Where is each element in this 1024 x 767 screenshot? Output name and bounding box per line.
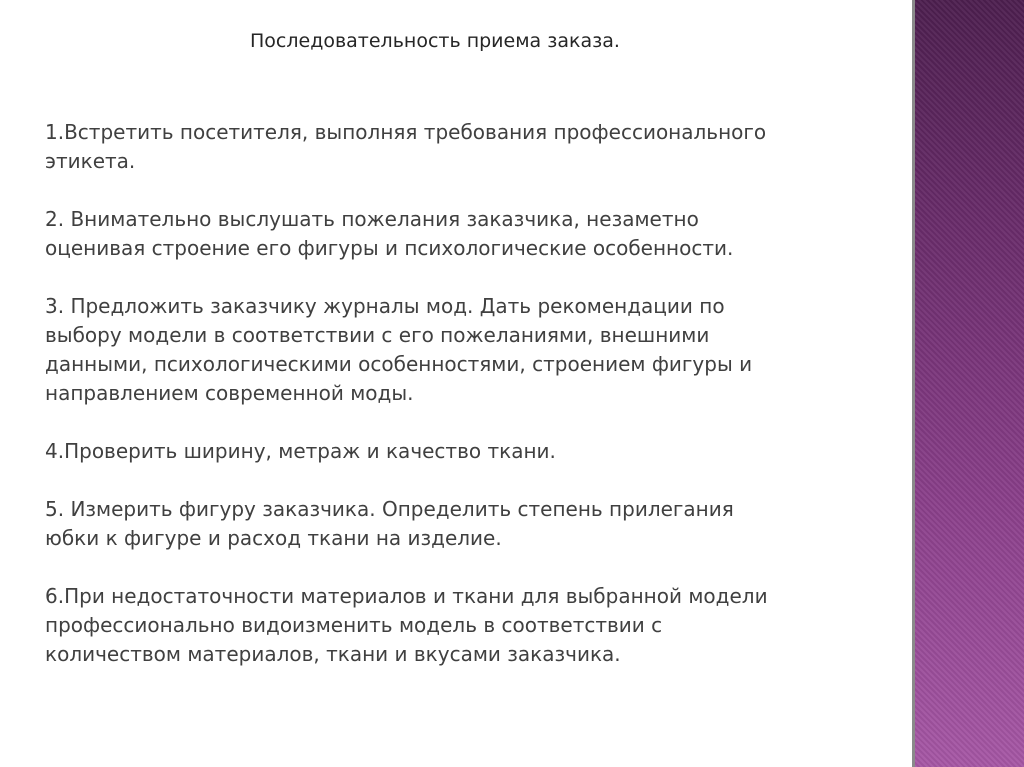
step-line: 5. Измерить фигуру заказчика. Определить степень прилегания xyxy=(45,497,734,521)
step-line: этикета. xyxy=(45,149,136,173)
decorative-side-panel xyxy=(915,0,1024,767)
step-line: направлением современной моды. xyxy=(45,381,414,405)
step-line: оценивая строение его фигуры и психологические особенности. xyxy=(45,236,734,260)
step-line: данными, психологическими особенностями, строением фигуры и xyxy=(45,352,753,376)
step-5 xyxy=(45,495,905,553)
step-line: юбки к фигуре и расход ткани на изделие. xyxy=(45,526,502,550)
slide-title: Последовательность приема заказа. xyxy=(250,30,620,52)
step-4 xyxy=(45,437,905,466)
step-3 xyxy=(45,292,905,408)
step-6 xyxy=(45,582,905,669)
step-line: профессионально видоизменить модель в соответствии с xyxy=(45,613,663,637)
step-line: 1.Встретить посетителя, выполняя требования профессионального xyxy=(45,120,767,144)
steps-list xyxy=(45,118,905,698)
step-2 xyxy=(45,205,905,263)
step-line: количеством материалов, ткани и вкусами заказчика. xyxy=(45,642,621,666)
step-line: 4.Проверить ширину, метраж и качество ткани. xyxy=(45,439,556,463)
step-line: 2. Внимательно выслушать пожелания заказчика, незаметно xyxy=(45,207,699,231)
step-line: 3. Предложить заказчику журналы мод. Дать рекомендации по xyxy=(45,294,725,318)
step-line: 6.При недостаточности материалов и ткани для выбранной модели xyxy=(45,584,768,608)
step-1 xyxy=(45,118,905,176)
step-line: выбору модели в соответствии с его пожеланиями, внешними xyxy=(45,323,710,347)
